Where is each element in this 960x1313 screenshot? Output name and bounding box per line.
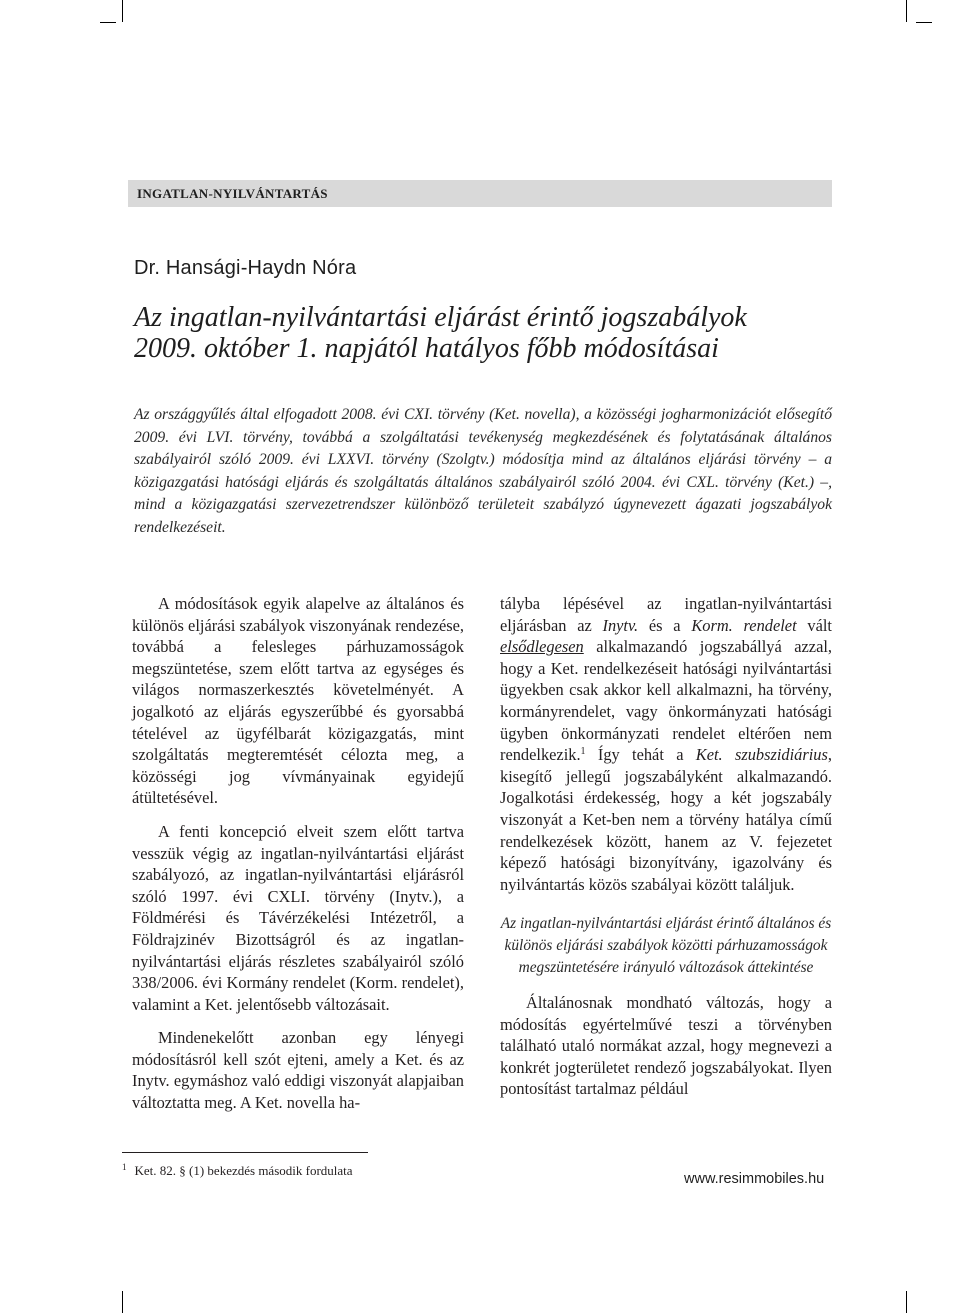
text-run: , kisegítő jellegű jogszabályként alkalmazandó. Jogalkotási érdekesség, hogy a két jogszabály viszonyát a Ket-ben nem a törvény hatálya című rendelkezések között, hanem az V. fejezetet képező hatósági bizonyítvány, igazolvány és nyilvántartás közös szabályai között találjuk. xyxy=(500,745,832,894)
title-line-2: 2009. október 1. napjától hatályos főbb módosításai xyxy=(134,333,719,364)
crop-mark-top-left xyxy=(122,0,123,22)
section-subheading: Az ingatlan-nyilvántartási eljárást érintő általános és különös eljárási szabályok közötti párhuzamosságok megszüntetésére irányuló változások áttekintése xyxy=(500,915,832,976)
text-run: és a xyxy=(638,615,692,635)
title-line-1: Az ingatlan-nyilvántartási eljárást érintő jogszabályok xyxy=(134,302,747,333)
right-paragraph-1 xyxy=(500,593,832,895)
crop-mark-top-left-h xyxy=(100,22,116,23)
crop-mark-bottom-right xyxy=(906,1291,907,1313)
abstract: Az országgyűlés által elfogadott 2008. évi CXI. törvény (Ket. novella), a közösségi jogharmonizációt elősegítő 2009. évi LVI. törvény, továbbá a szolgáltatási tevékenység megkezdésének és folytatásának általános szabályairól szóló 2009. évi LXXVI. törvény (Szolgtv.) módosítja mind az általános eljárási törvény – a közigazgatási hatósági eljárás és szolgáltatás általános szabályairól szóló 2004. évi CXL. törvény (Ket.) –, mind a közigazgatási szervezetrendszer különböző területeit szabályzó úgynevezett ágazati jogszabályok rendelkezéseit. xyxy=(134,406,832,536)
author-name: Dr. Hansági-Haydn Nóra xyxy=(134,257,357,279)
text-run: tályba lépésével az ingatlan-nyilvántartási eljárásban az xyxy=(500,594,832,635)
italic-run: Inytv. xyxy=(602,615,639,635)
left-paragraph-3: Mindenekelőtt azonban egy lényegi módosításról kell szót ejteni, amely a Ket. és az Inytv. egymáshoz való eddigi viszonyát alapjaiban változtatta meg. A Ket. novella ha- xyxy=(132,1028,464,1113)
article-title xyxy=(134,302,834,364)
text-run xyxy=(723,745,735,764)
right-column xyxy=(500,593,832,1100)
right-paragraph-2: Általánosnak mondható változás, hogy a módosítás egyértelművé teszi a törvényben található utaló normákat azzal, hogy megnevezi a konkrét jogterületet rendező jogszabályokat. Ilyen pontosítást tartalmaz például xyxy=(500,993,832,1099)
footnote-number: 1 xyxy=(122,1162,127,1172)
crop-mark-bottom-left xyxy=(122,1291,123,1313)
left-paragraph-2: A fenti koncepció elveit szem előtt tartva vesszük végig az ingatlan-nyilvántartási eljárást szabályozó, az ingatlan-nyilvántartási eljárásról szóló 1997. évi CXLI. törvény (Inytv.), a Földmérési és Távérzékelési Intézetről, a Földrajzinév Bizottságról és az ingatlan-nyilvántartási eljárás részletes szabályairól szóló 338/2006. évi Kormány rendelet (Korm. rendelet), valamint a Ket. jelentősebb változásait. xyxy=(132,821,464,1014)
crop-mark-top-right-h xyxy=(916,22,932,23)
left-column xyxy=(132,593,464,1114)
italic-run: Ket. xyxy=(695,745,723,765)
footnote-reference[interactable]: 1 xyxy=(580,746,586,758)
footnote-text: Ket. 82. § (1) bekezdés második fordulata xyxy=(134,1163,353,1178)
text-run: Így tehát a xyxy=(585,745,696,765)
footnote-divider xyxy=(122,1152,368,1153)
website-link[interactable]: www.resimmobiles.hu xyxy=(684,1171,825,1187)
section-header-bar xyxy=(128,180,832,207)
left-paragraph-1: A módosítások egyik alapelve az általános és különös eljárási szabályok viszonyának rendezése, továbbá a felesleges párhuzamosságok megszüntetése, szem előtt tartva az egységes és világos normaszerkesztés követelményét. A jogalkotó az eljárás egyszerűbbé és gyorsabbá tételével az ügyfélbarát közigazgatás, mint szolgáltatás megteremtését célozta meg, a közösségi jog vívmányainak egyidejű átültetésével. xyxy=(132,594,464,808)
text-run: vált xyxy=(796,615,832,635)
italic-run: Korm. rendelet xyxy=(691,615,797,635)
section-label: INGATLAN-NYILVÁNTARTÁS xyxy=(137,186,328,201)
footnote xyxy=(122,1162,353,1179)
italic-run: szubszidiárius xyxy=(734,745,828,765)
underlined-italic-run: elsődlegesen xyxy=(500,637,584,657)
text-run: alkalmazandó jogszabállyá azzal, hogy a Ket. rendelkezéseit hatósági nyilvántartási ügyekben csak akkor kell alkalmazni, ha törvény, kormányrendelet, vagy önkormányzati hatósági ügyben önkormányzati rendelet eltérően nem rendelkezik. xyxy=(500,637,832,765)
crop-mark-top-right xyxy=(906,0,907,22)
